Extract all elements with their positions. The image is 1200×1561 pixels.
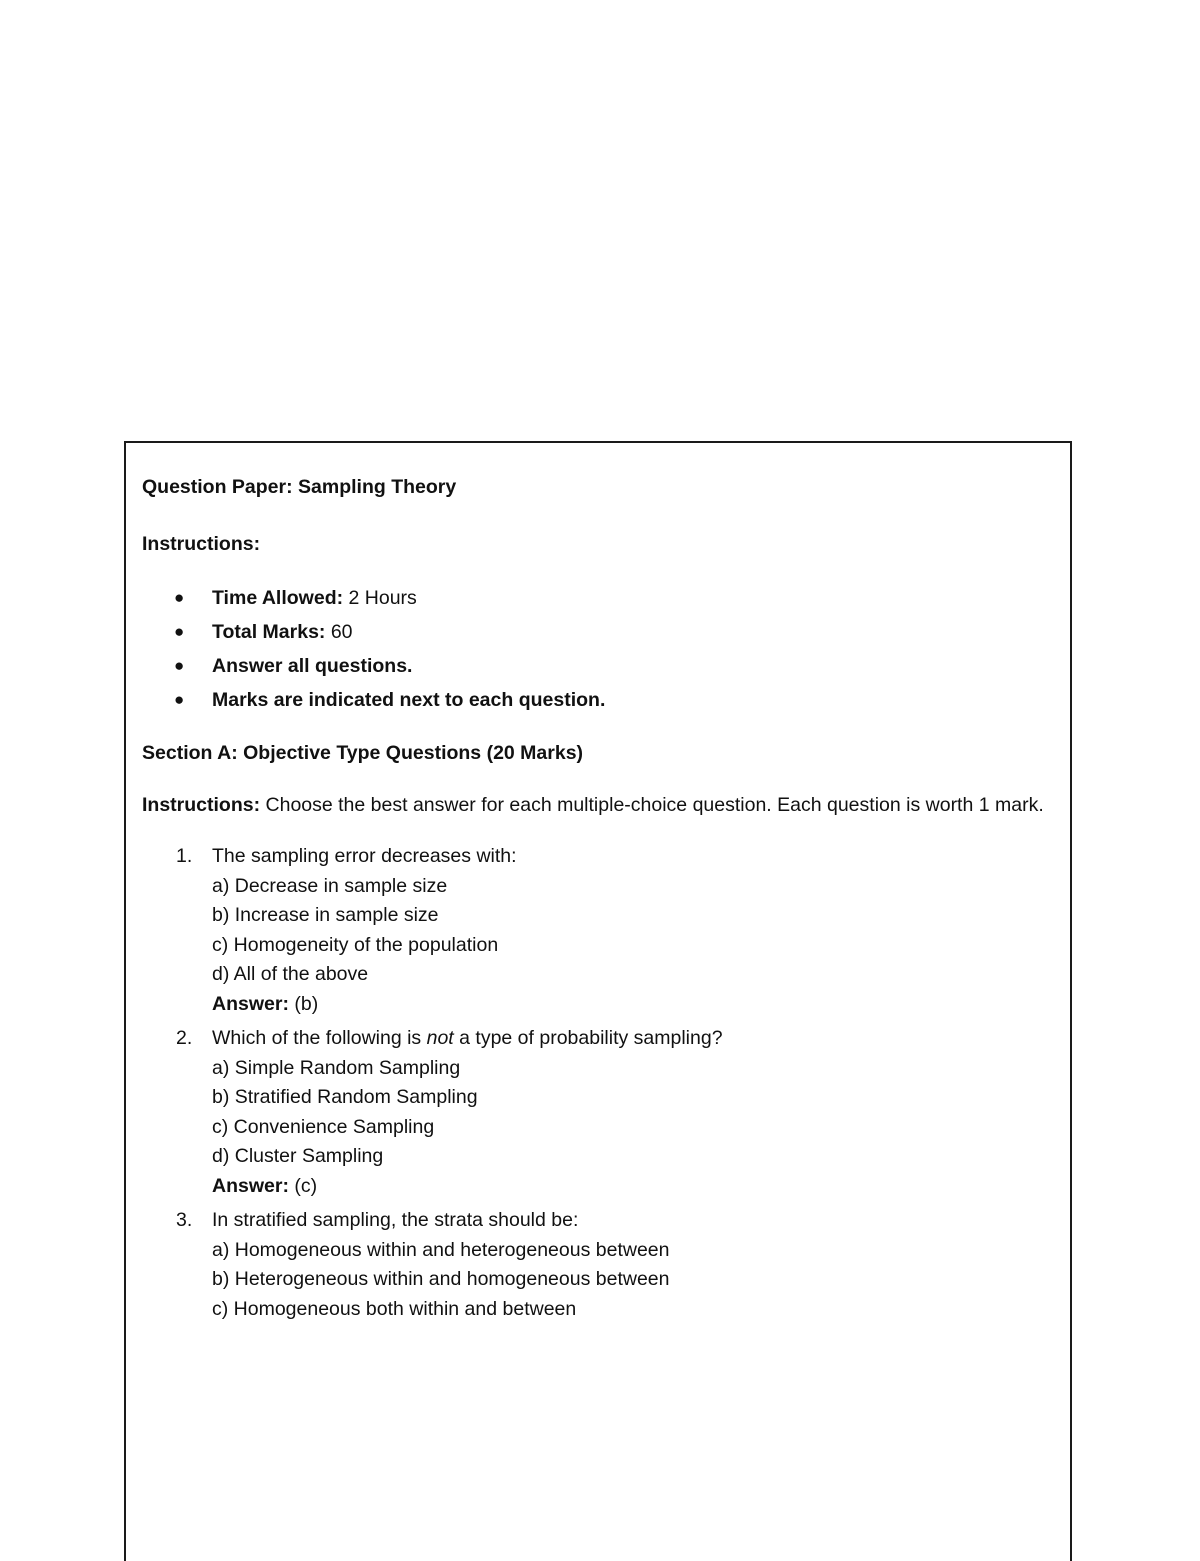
bullet-icon: ● [174, 690, 185, 709]
question-item [142, 842, 1050, 1019]
option: c) Homogeneity of the population [212, 933, 499, 956]
question-text [212, 1209, 578, 1231]
bullet-icon: ● [174, 656, 185, 675]
section-a-heading: Section A: Objective Type Questions (20 Marks) [142, 742, 584, 764]
answer-value: (c) [288, 1174, 318, 1197]
question-text [212, 1027, 723, 1049]
instruction-label: Marks are indicated next to each question. [212, 689, 606, 711]
instructions-heading: Instructions: [142, 532, 261, 555]
option: a) Decrease in sample size [212, 874, 448, 897]
instruction-item [142, 615, 1050, 649]
option: c) Convenience Sampling [212, 1115, 435, 1138]
question-paper-frame [124, 441, 1072, 1561]
answer [212, 1172, 1050, 1202]
question-text-part: a type of probability sampling? [453, 1027, 723, 1049]
answer-value: (b) [288, 992, 319, 1015]
instruction-item [142, 649, 1050, 683]
answer [212, 990, 1050, 1020]
question-paper-content [142, 473, 1050, 1329]
question-text-part: Which of the following is [212, 1027, 427, 1049]
bullet-icon: ● [174, 588, 185, 607]
instruction-value: 60 [325, 621, 353, 643]
instruction-item [142, 581, 1050, 615]
option: d) Cluster Sampling [212, 1145, 384, 1167]
section-a-instructions-text: Choose the best answer for each multiple-choice question. Each question is worth 1 mark. [260, 793, 1044, 816]
question-number: 3. [176, 1209, 193, 1231]
instruction-label: Time Allowed: [212, 587, 344, 609]
option: c) Homogeneous both within and between [212, 1297, 577, 1320]
paper-title: Question Paper: Sampling Theory [142, 476, 457, 498]
section-a-instructions [142, 791, 1050, 821]
question-text-part: The sampling error decreases with: [212, 845, 517, 867]
option: a) Simple Random Sampling [212, 1056, 461, 1079]
question-text [212, 845, 517, 867]
option: b) Heterogeneous within and homogeneous between [212, 1268, 670, 1290]
option: d) All of the above [212, 963, 369, 985]
question-number: 2. [176, 1027, 193, 1049]
instruction-item [142, 683, 1050, 717]
question-list [142, 842, 1050, 1324]
option: a) Homogeneous within and heterogeneous between [212, 1238, 670, 1261]
instruction-label: Answer all questions. [212, 655, 413, 677]
instruction-value: 2 Hours [343, 587, 417, 609]
answer-label: Answer: [212, 992, 289, 1015]
bullet-icon: ● [174, 622, 185, 641]
section-a-instructions-label: Instructions: [142, 793, 261, 816]
instruction-label: Total Marks: [212, 621, 326, 643]
instructions-list [142, 581, 1050, 717]
option: b) Increase in sample size [212, 904, 439, 926]
question-item [142, 1206, 1050, 1324]
option: b) Stratified Random Sampling [212, 1086, 478, 1108]
question-text-part: In stratified sampling, the strata should be: [212, 1209, 579, 1231]
question-text-emphasis: not [426, 1027, 454, 1049]
question-item [142, 1024, 1050, 1201]
question-number: 1. [176, 845, 193, 867]
answer-label: Answer: [212, 1174, 289, 1197]
